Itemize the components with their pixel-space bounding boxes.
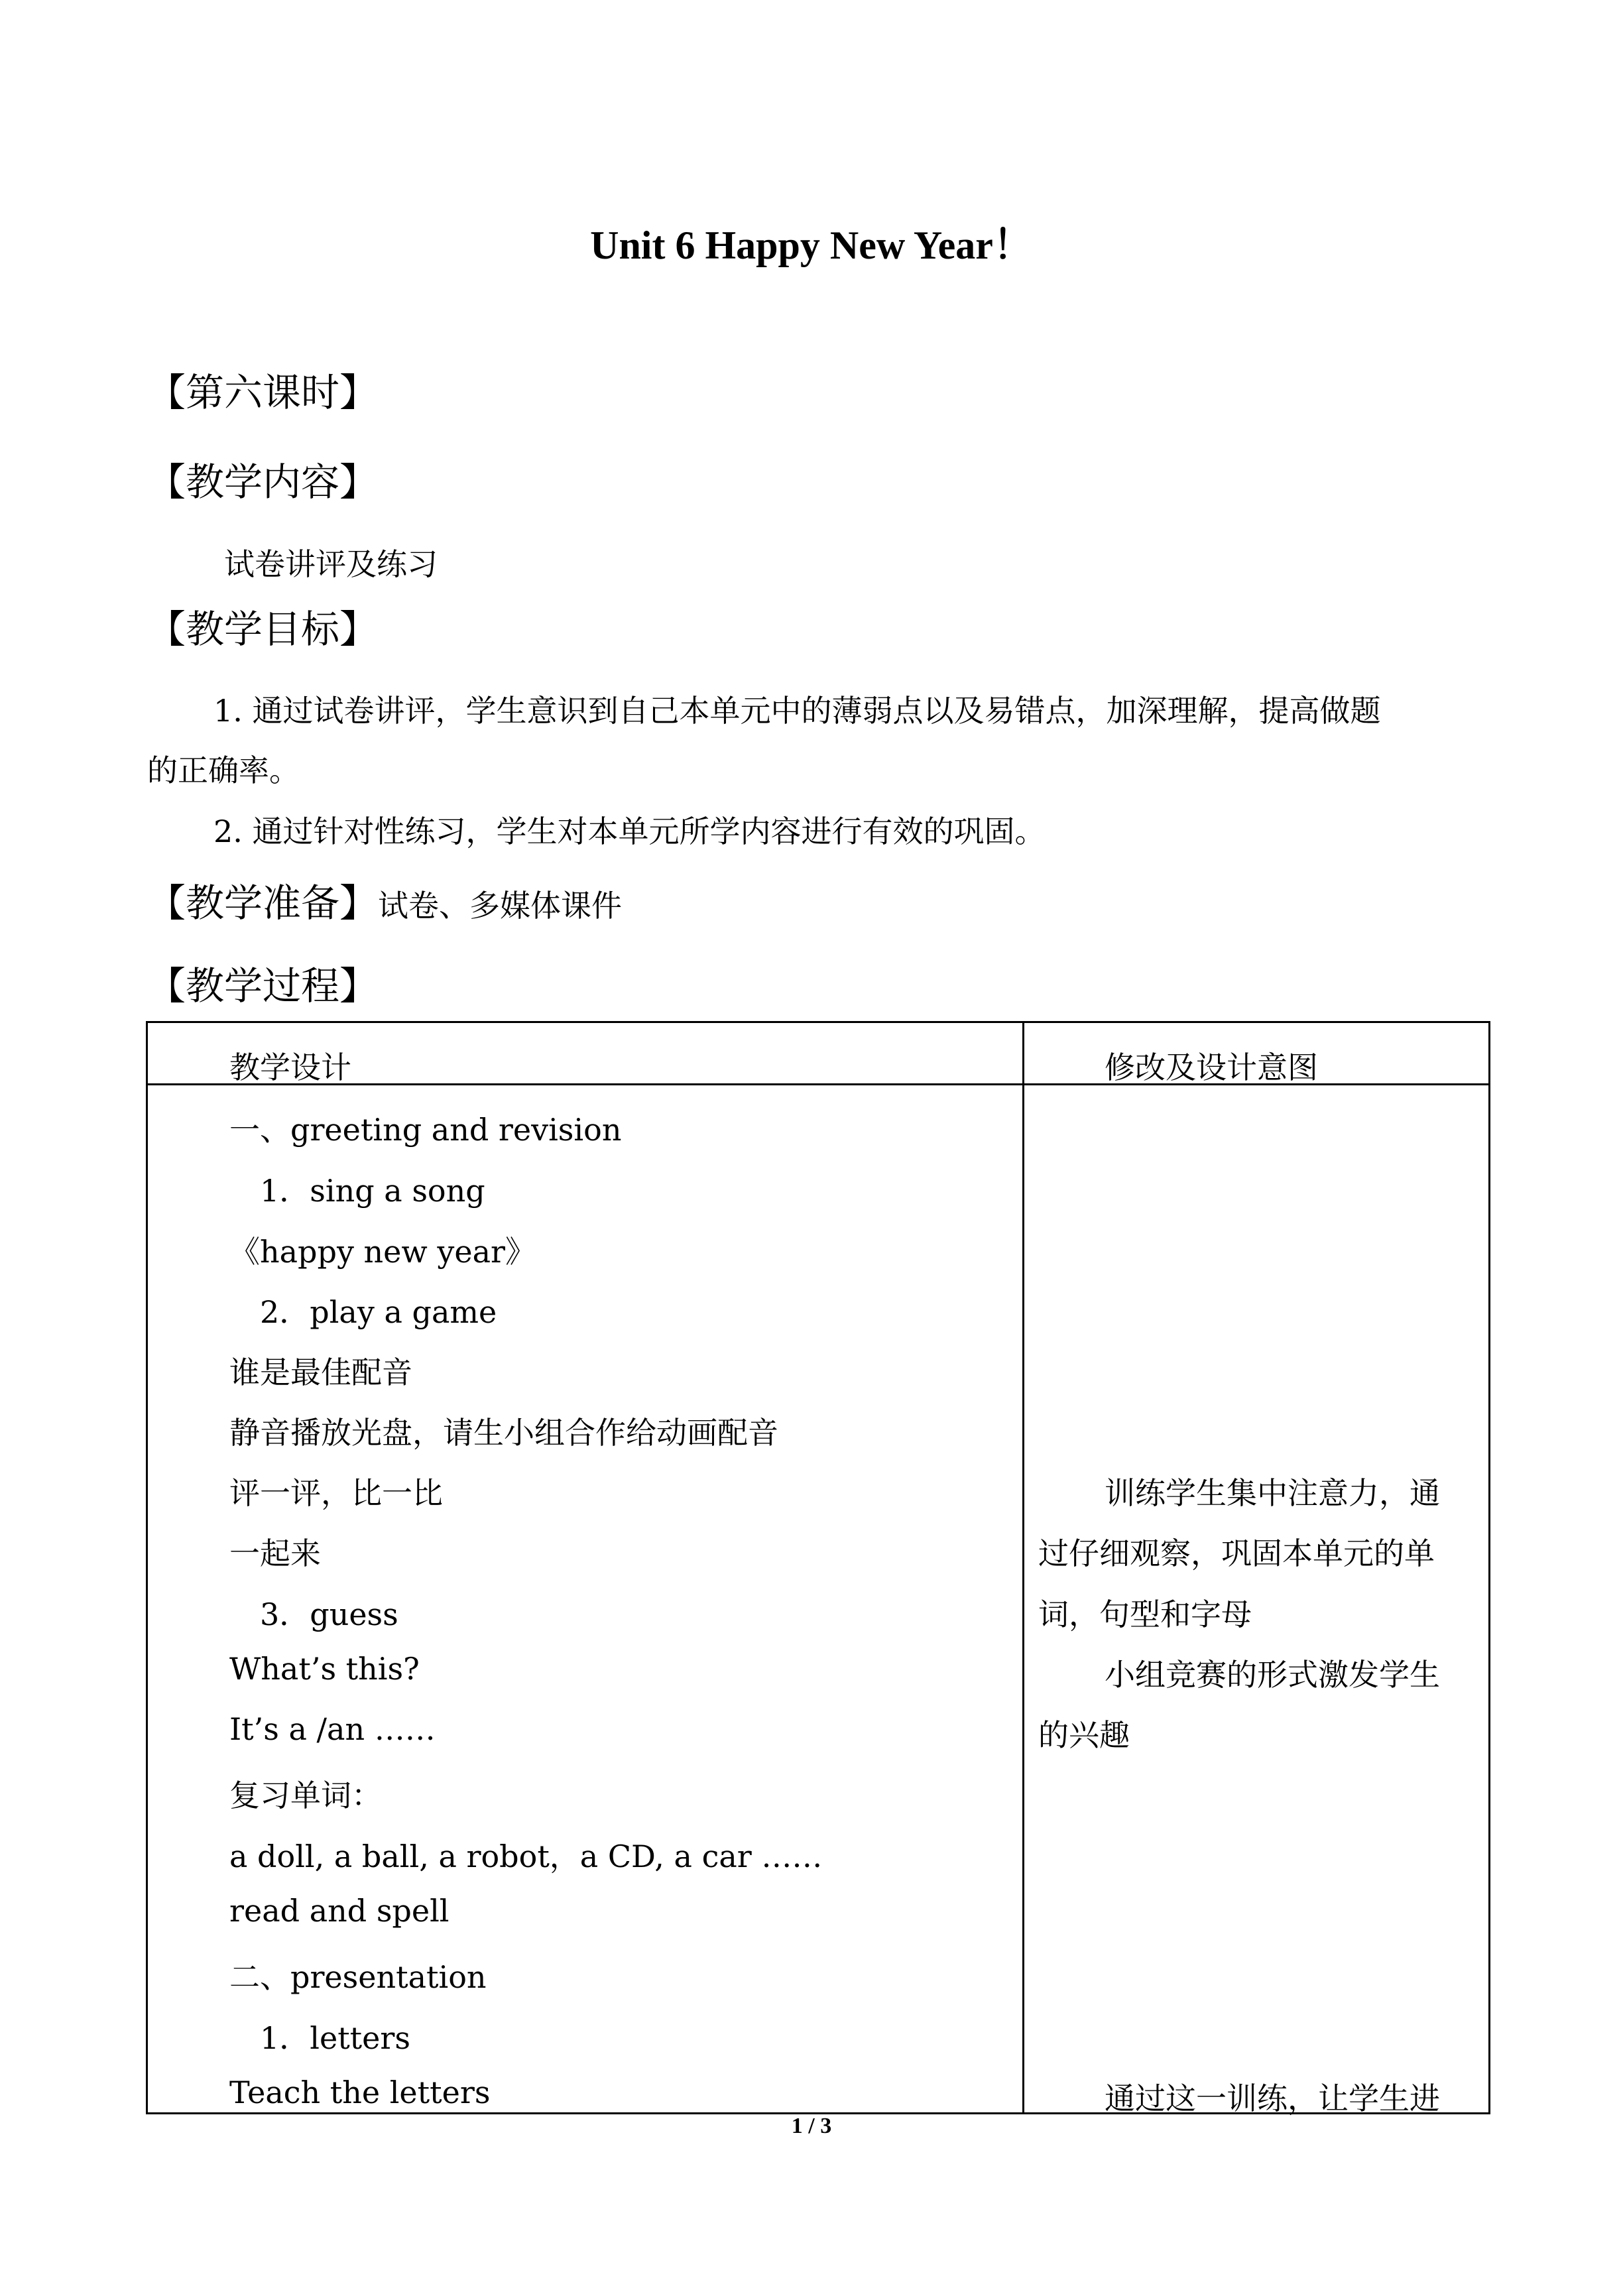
table-header-right: 修改及设计意图 bbox=[1105, 1050, 1318, 1085]
left-line: 复习单词： bbox=[229, 1778, 382, 1813]
section-goals-heading: 【教学目标】 bbox=[147, 607, 379, 652]
prep-text: 试卷、多媒体课件 bbox=[378, 888, 623, 924]
right-line: 过仔细观察，巩固本单元的单 bbox=[1038, 1536, 1435, 1571]
section-process-heading: 【教学过程】 bbox=[147, 963, 379, 1008]
table-header-left: 教学设计 bbox=[229, 1050, 351, 1085]
right-line: 通过这一训练，让学生进 bbox=[1105, 2081, 1440, 2116]
section-content-heading: 【教学内容】 bbox=[147, 459, 379, 505]
content-text: 试卷讲评及练习 bbox=[224, 546, 438, 582]
page-number: 1 / 3 bbox=[791, 2114, 832, 2138]
goal-2: 2. 通过针对性练习，学生对本单元所学内容进行有效的巩固。 bbox=[213, 814, 1046, 849]
goal-1-line-1: 1. 通过试卷讲评，学生意识到自己本单元中的薄弱点以及易错点，加深理解，提高做题 bbox=[213, 693, 1381, 729]
right-line: 训练学生集中注意力，通 bbox=[1105, 1475, 1440, 1511]
left-line: 《happy new year》 bbox=[229, 1234, 536, 1270]
left-line: What’s this? bbox=[229, 1651, 420, 1687]
right-line: 的兴趣 bbox=[1038, 1717, 1130, 1753]
prep-label: 【教学准备】 bbox=[147, 880, 379, 926]
table-top-border bbox=[146, 1021, 1490, 1023]
left-line: 一起来 bbox=[229, 1536, 321, 1571]
section-prep-heading bbox=[147, 872, 622, 928]
left-line: 谁是最佳配音 bbox=[229, 1355, 412, 1390]
left-line: It’s a /an …… bbox=[229, 1711, 436, 1747]
table-left-border bbox=[146, 1021, 148, 2114]
left-line: 3．guess bbox=[260, 1597, 398, 1632]
table-right-border bbox=[1488, 1021, 1490, 2114]
left-line: 1．letters bbox=[260, 2020, 410, 2056]
left-line: 评一评，比一比 bbox=[229, 1475, 443, 1511]
goal-1-line-2: 的正确率。 bbox=[147, 753, 300, 788]
document-title: Unit 6 Happy New Year！ bbox=[590, 223, 1033, 267]
left-line: 2．play a game bbox=[260, 1294, 497, 1330]
section-lesson-heading: 【第六课时】 bbox=[147, 370, 379, 415]
left-line: 二、presentation bbox=[229, 1959, 487, 1995]
right-line: 小组竞赛的形式激发学生 bbox=[1105, 1657, 1440, 1693]
left-line: 静音播放光盘，请生小组合作给动画配音 bbox=[229, 1415, 778, 1451]
left-line: 一、greeting and revision bbox=[229, 1112, 622, 1148]
left-line: read and spell bbox=[229, 1893, 450, 1929]
left-line: 1．sing a song bbox=[260, 1173, 485, 1209]
left-line: Teach the letters bbox=[229, 2075, 491, 2110]
table-column-divider bbox=[1022, 1021, 1024, 2114]
right-line: 词，句型和字母 bbox=[1038, 1597, 1252, 1632]
left-line: a doll, a ball, a robot，a CD, a car …… bbox=[229, 1839, 823, 1874]
